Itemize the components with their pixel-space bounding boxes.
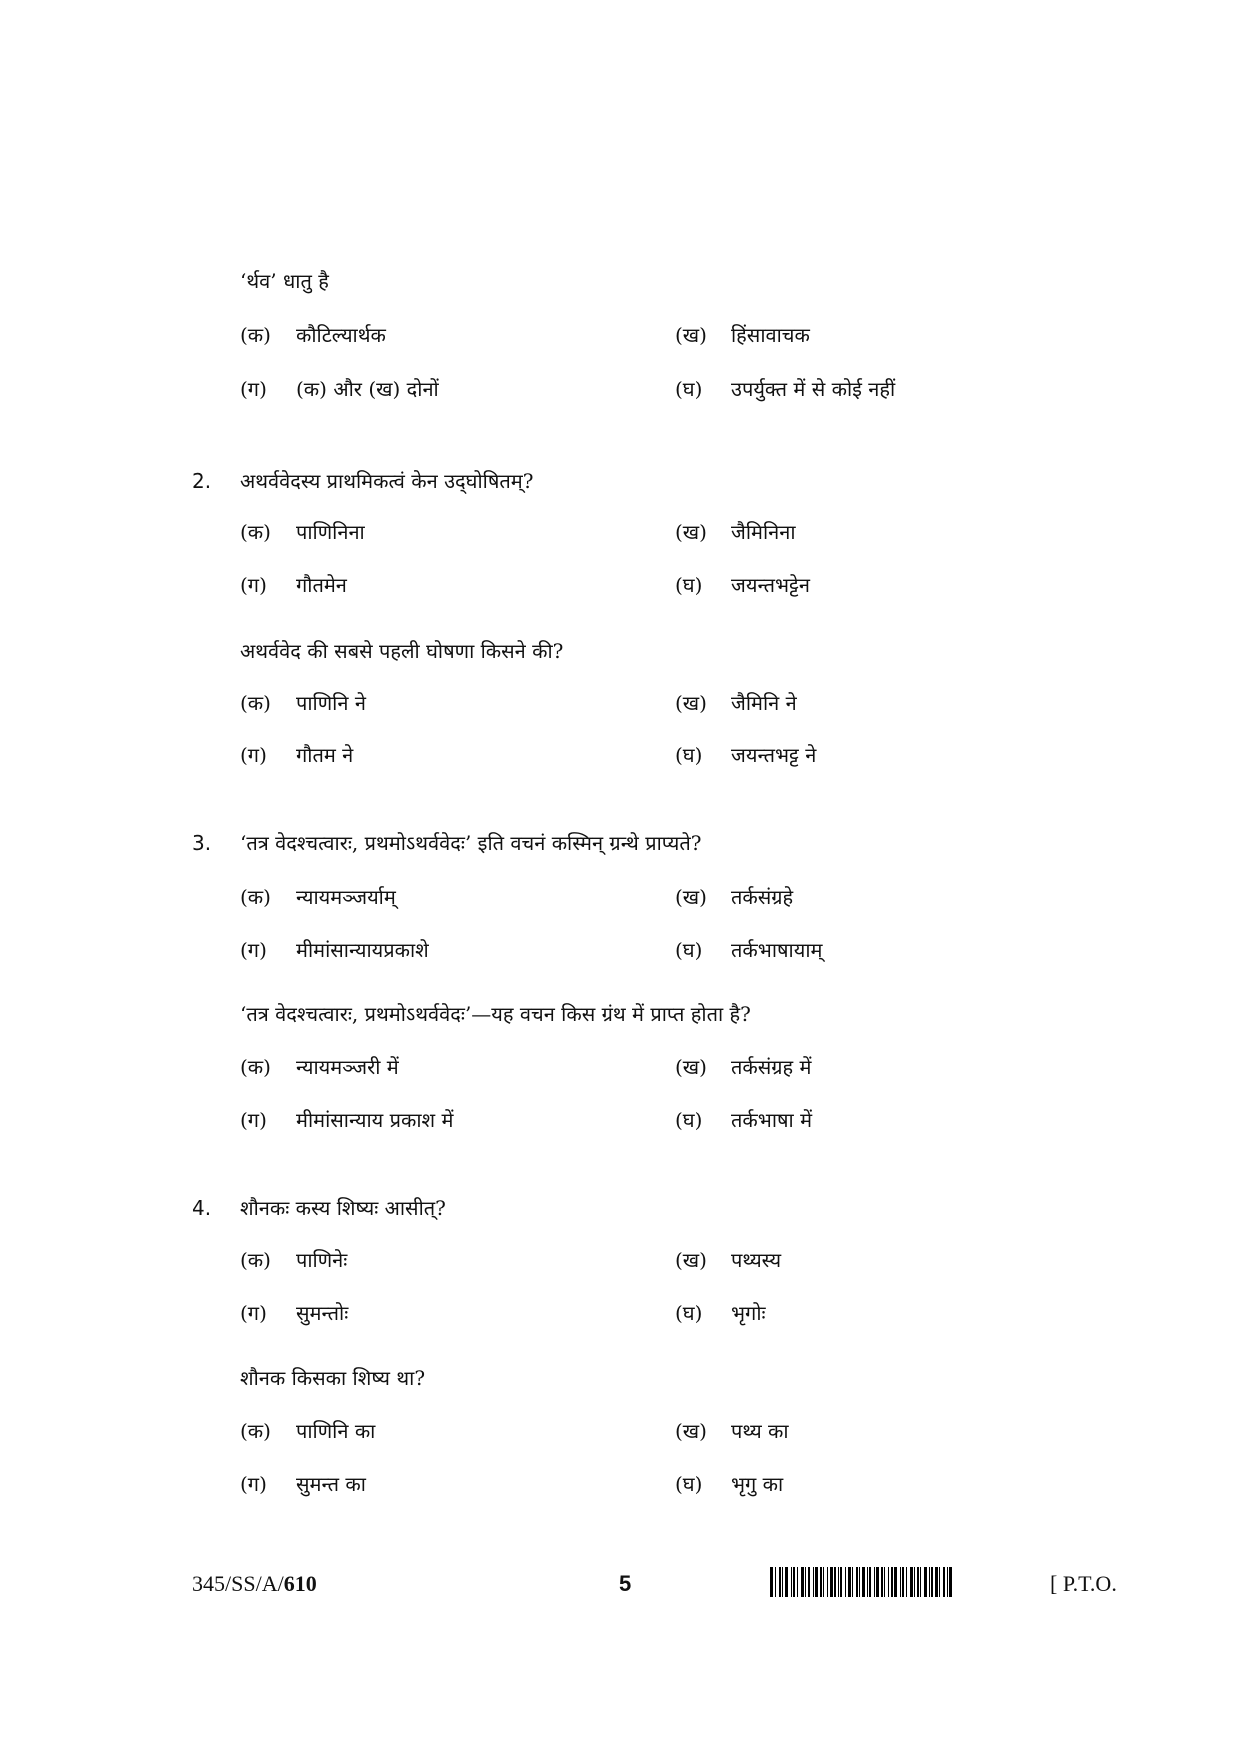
option-text: भृगु का — [731, 1472, 784, 1496]
option-label: (ख) — [675, 1248, 707, 1272]
option-label: (क) — [240, 520, 271, 544]
question-text: अथर्ववेद की सबसे पहली घोषणा किसने की? — [240, 639, 564, 663]
question-number: 2. — [192, 469, 212, 493]
pto-label: [ P.T.O. — [1050, 1571, 1117, 1596]
option-label: (ग) — [240, 377, 267, 401]
option-label: (क) — [240, 885, 271, 909]
option-text: हिंसावाचक — [731, 323, 810, 347]
option-text: पथ्य का — [731, 1419, 789, 1443]
option-label: (घ) — [675, 743, 703, 767]
question-text: शौनकः कस्य शिष्यः आसीत्? — [240, 1196, 446, 1220]
option-text: सुमन्त का — [296, 1472, 366, 1496]
option-label: (ग) — [240, 573, 267, 597]
option-label: (ग) — [240, 1472, 267, 1496]
option-label: (घ) — [675, 1108, 703, 1132]
option-label: (क) — [240, 691, 271, 715]
option-text: कौटिल्यार्थक — [296, 323, 386, 347]
option-label: (ख) — [675, 1055, 707, 1079]
option-label: (क) — [240, 1419, 271, 1443]
option-label: (ख) — [675, 691, 707, 715]
option-text: मीमांसान्यायप्रकाशे — [296, 938, 429, 962]
option-text: पथ्यस्य — [731, 1248, 782, 1272]
option-label: (ख) — [675, 520, 707, 544]
option-text: पाणिनेः — [296, 1248, 348, 1272]
option-label: (ग) — [240, 743, 267, 767]
option-label: (ख) — [675, 885, 707, 909]
option-label: (ग) — [240, 938, 267, 962]
option-text: (क) और (ख) दोनों — [296, 377, 439, 401]
option-text: जैमिनि ने — [731, 691, 797, 715]
option-label: (घ) — [675, 573, 703, 597]
question-text: ‘तत्र वेदश्चत्वारः, प्रथमोऽथर्ववेदः’ इति वचनं कस्मिन् ग्रन्थे प्राप्यते? — [240, 831, 702, 855]
question-text: शौनक किसका शिष्य था? — [240, 1366, 426, 1390]
question-text: ‘तत्र वेदश्चत्वारः, प्रथमोऽथर्ववेदः’—यह वचन किस ग्रंथ में प्राप्त होता है? — [240, 1002, 751, 1026]
option-text: तर्कसंग्रहे — [731, 885, 794, 909]
option-text: गौतमेन — [296, 573, 347, 597]
option-text: पाणिनिना — [296, 520, 365, 544]
page-number: 5 — [619, 1571, 632, 1596]
option-text: तर्कभाषायाम् — [731, 938, 823, 962]
option-label: (क) — [240, 1055, 271, 1079]
option-label: (क) — [240, 1248, 271, 1272]
option-text: पाणिनि का — [296, 1419, 376, 1443]
option-text: जयन्तभट्टेन — [731, 573, 810, 597]
option-text: उपर्युक्त में से कोई नहीं — [731, 377, 896, 401]
option-text: सुमन्तोः — [296, 1301, 349, 1325]
option-label: (ख) — [675, 1419, 707, 1443]
option-text: तर्कसंग्रह में — [731, 1055, 812, 1079]
option-text: भृगोः — [731, 1301, 766, 1325]
question-text: अथर्ववेदस्य प्राथमिकत्वं केन उद्‌घोषितम्? — [240, 469, 534, 493]
option-label: (घ) — [675, 1472, 703, 1496]
option-label: (ग) — [240, 1108, 267, 1132]
option-label: (घ) — [675, 1301, 703, 1325]
option-text: मीमांसान्याय प्रकाश में — [296, 1108, 454, 1132]
option-label: (घ) — [675, 938, 703, 962]
option-text: जैमिनिना — [731, 520, 796, 544]
option-label: (ख) — [675, 323, 707, 347]
option-label: (घ) — [675, 377, 703, 401]
option-text: पाणिनि ने — [296, 691, 366, 715]
paper-code-number: 610 — [283, 1571, 317, 1596]
paper-code-prefix: 345/SS/A/ — [192, 1571, 284, 1596]
option-label: (क) — [240, 323, 271, 347]
option-text: जयन्तभट्ट ने — [731, 743, 817, 767]
paper-code — [192, 1570, 317, 1598]
option-text: गौतम ने — [296, 743, 354, 767]
barcode — [770, 1567, 1027, 1597]
option-label: (ग) — [240, 1301, 267, 1325]
option-text: न्यायमञ्जरी में — [296, 1055, 399, 1079]
question-number: 4. — [192, 1196, 212, 1220]
option-text: तर्कभाषा में — [731, 1108, 813, 1132]
option-text: न्यायमञ्जर्याम् — [296, 885, 396, 909]
question-text: ‘र्थव’ धातु है — [240, 269, 329, 293]
question-number: 3. — [192, 831, 212, 855]
